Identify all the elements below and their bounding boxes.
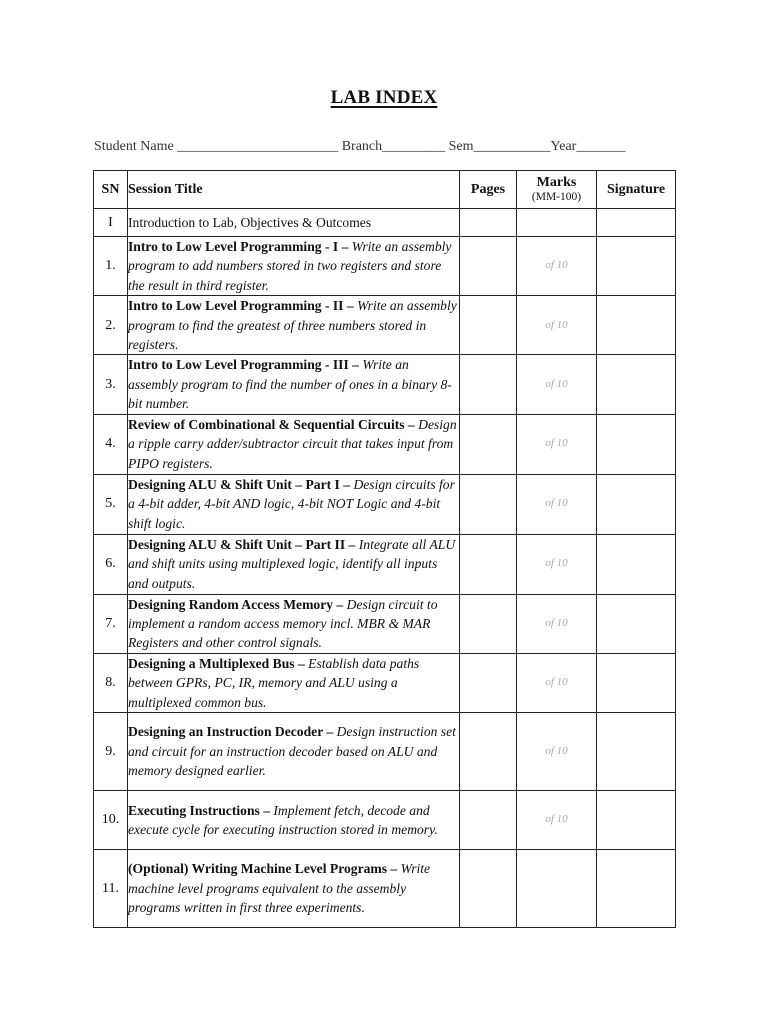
row-session (128, 474, 460, 534)
row-pages-cell (460, 850, 517, 928)
row-marks-cell: of 10 (517, 414, 597, 474)
row-session-desc: Write an assembly program to find the greatest of three numbers stored in registers. (128, 298, 457, 353)
row-session (128, 296, 460, 355)
row-pages-cell (460, 209, 517, 237)
table-row (94, 474, 676, 534)
row-session-plain: Introduction to Lab, Objectives & Outcomes (128, 214, 372, 230)
row-session (128, 791, 460, 850)
row-pages-cell (460, 237, 517, 296)
row-sn: 10. (94, 791, 128, 850)
row-session-title: Intro to Low Level Programming - I – (128, 239, 349, 254)
row-session-title: Designing an Instruction Decoder – (128, 724, 334, 740)
row-pages-cell (460, 534, 517, 594)
table-row (94, 237, 676, 296)
row-sn: 8. (94, 653, 128, 712)
row-signature-cell (597, 713, 676, 791)
row-session-desc: Write an assembly program to find the number of ones in a binary 8-bit number. (128, 357, 452, 412)
row-session-desc: Design instruction set and circuit for an instruction decoder based on ALU and memory designed earlier. (128, 724, 456, 779)
row-session-desc: Establish data paths between GPRs, PC, IR, memory and ALU using a multiplexed common bus. (128, 655, 420, 710)
row-marks-cell: of 10 (517, 713, 597, 791)
row-signature-cell (597, 791, 676, 850)
row-pages-cell (460, 594, 517, 653)
row-signature-cell (597, 850, 676, 928)
table-row (94, 209, 676, 237)
row-marks-cell: of 10 (517, 653, 597, 712)
header-signature: Signature (597, 171, 676, 209)
table-row (94, 594, 676, 653)
row-sn: 3. (94, 355, 128, 414)
row-session-desc: Write an assembly program to add numbers stored in two registers and store the result in third register. (128, 239, 452, 293)
row-marks-cell (517, 209, 597, 237)
row-pages-cell (460, 296, 517, 355)
row-marks-cell: of 10 (517, 237, 597, 296)
row-session (128, 534, 460, 594)
row-session-desc: Design circuit to implement a random access memory incl. MBR & MAR Registers and other control signals. (128, 596, 438, 651)
row-session (128, 594, 460, 653)
row-pages-cell (460, 713, 517, 791)
row-session (128, 713, 460, 791)
header-session-title: Session Title (128, 171, 460, 209)
row-session (128, 414, 460, 474)
row-session-title: Executing Instructions – (128, 802, 270, 818)
row-signature-cell (597, 209, 676, 237)
row-sn: 11. (94, 850, 128, 928)
row-marks-cell: of 10 (517, 594, 597, 653)
row-sn: I (94, 209, 128, 237)
table-header-row (94, 171, 676, 209)
row-sn: 1. (94, 237, 128, 296)
table-row (94, 653, 676, 712)
row-session-title: (Optional) Writing Machine Level Programs – (128, 861, 398, 877)
row-signature-cell (597, 594, 676, 653)
header-marks-max: (MM-100) (531, 190, 582, 203)
row-sn: 5. (94, 474, 128, 534)
row-session-title: Designing ALU & Shift Unit – Part II – (128, 537, 356, 553)
row-signature-cell (597, 355, 676, 414)
row-signature-cell (597, 414, 676, 474)
student-info-line: Student Name _______________________ Branch_________ Sem___________Year_______ (94, 139, 626, 154)
row-session-title: Designing Random Access Memory – (128, 596, 344, 612)
header-marks (517, 171, 597, 209)
row-signature-cell (597, 474, 676, 534)
row-marks-cell: of 10 (517, 791, 597, 850)
row-marks-cell (517, 850, 597, 928)
row-session-title: Review of Combinational & Sequential Circuits – (128, 417, 415, 433)
page-title-text: LAB INDEX (330, 87, 438, 108)
table-row (94, 850, 676, 928)
row-session (128, 237, 460, 296)
row-marks-cell: of 10 (517, 534, 597, 594)
row-session-title: Designing ALU & Shift Unit – Part I – (128, 477, 351, 493)
table-row (94, 414, 676, 474)
row-session-title: Intro to Low Level Programming - III – (128, 357, 359, 373)
row-session-title: Designing a Multiplexed Bus – (128, 655, 305, 671)
row-pages-cell (460, 355, 517, 414)
row-marks-cell: of 10 (517, 474, 597, 534)
row-session-title: Intro to Low Level Programming - II – (128, 298, 354, 314)
row-sn: 4. (94, 414, 128, 474)
page-title (0, 87, 768, 109)
row-signature-cell (597, 534, 676, 594)
row-marks-cell: of 10 (517, 296, 597, 355)
row-sn: 6. (94, 534, 128, 594)
row-session-desc: Design a ripple carry adder/subtractor circuit that takes input from PIPO registers. (128, 417, 457, 471)
row-session-desc: Implement fetch, decode and execute cycle for executing instruction stored in memory. (128, 802, 438, 838)
row-pages-cell (460, 414, 517, 474)
row-pages-cell (460, 653, 517, 712)
table-row (94, 296, 676, 355)
header-marks-label: Marks (536, 174, 577, 190)
row-sn: 9. (94, 713, 128, 791)
lab-index-table (93, 170, 676, 928)
row-marks-cell: of 10 (517, 355, 597, 414)
row-session (128, 355, 460, 414)
row-pages-cell (460, 791, 517, 850)
table-row (94, 713, 676, 791)
row-sn: 7. (94, 594, 128, 653)
row-session-desc: Design circuits for a 4-bit adder, 4-bit AND logic, 4-bit NOT Logic and 4-bit shift logic. (128, 477, 455, 531)
table-row (94, 355, 676, 414)
row-session-desc: Integrate all ALU and shift units using multiplexed logic, identify all inputs and outputs. (128, 537, 456, 591)
table-row (94, 791, 676, 850)
header-sn: SN (94, 171, 128, 209)
row-session (128, 209, 460, 237)
row-pages-cell (460, 474, 517, 534)
row-session-desc: Write machine level programs equivalent to the assembly programs written in first three experiments. (128, 861, 431, 916)
row-session (128, 850, 460, 928)
table-row (94, 534, 676, 594)
row-sn: 2. (94, 296, 128, 355)
row-signature-cell (597, 296, 676, 355)
row-signature-cell (597, 237, 676, 296)
row-signature-cell (597, 653, 676, 712)
header-pages: Pages (460, 171, 517, 209)
row-session (128, 653, 460, 712)
